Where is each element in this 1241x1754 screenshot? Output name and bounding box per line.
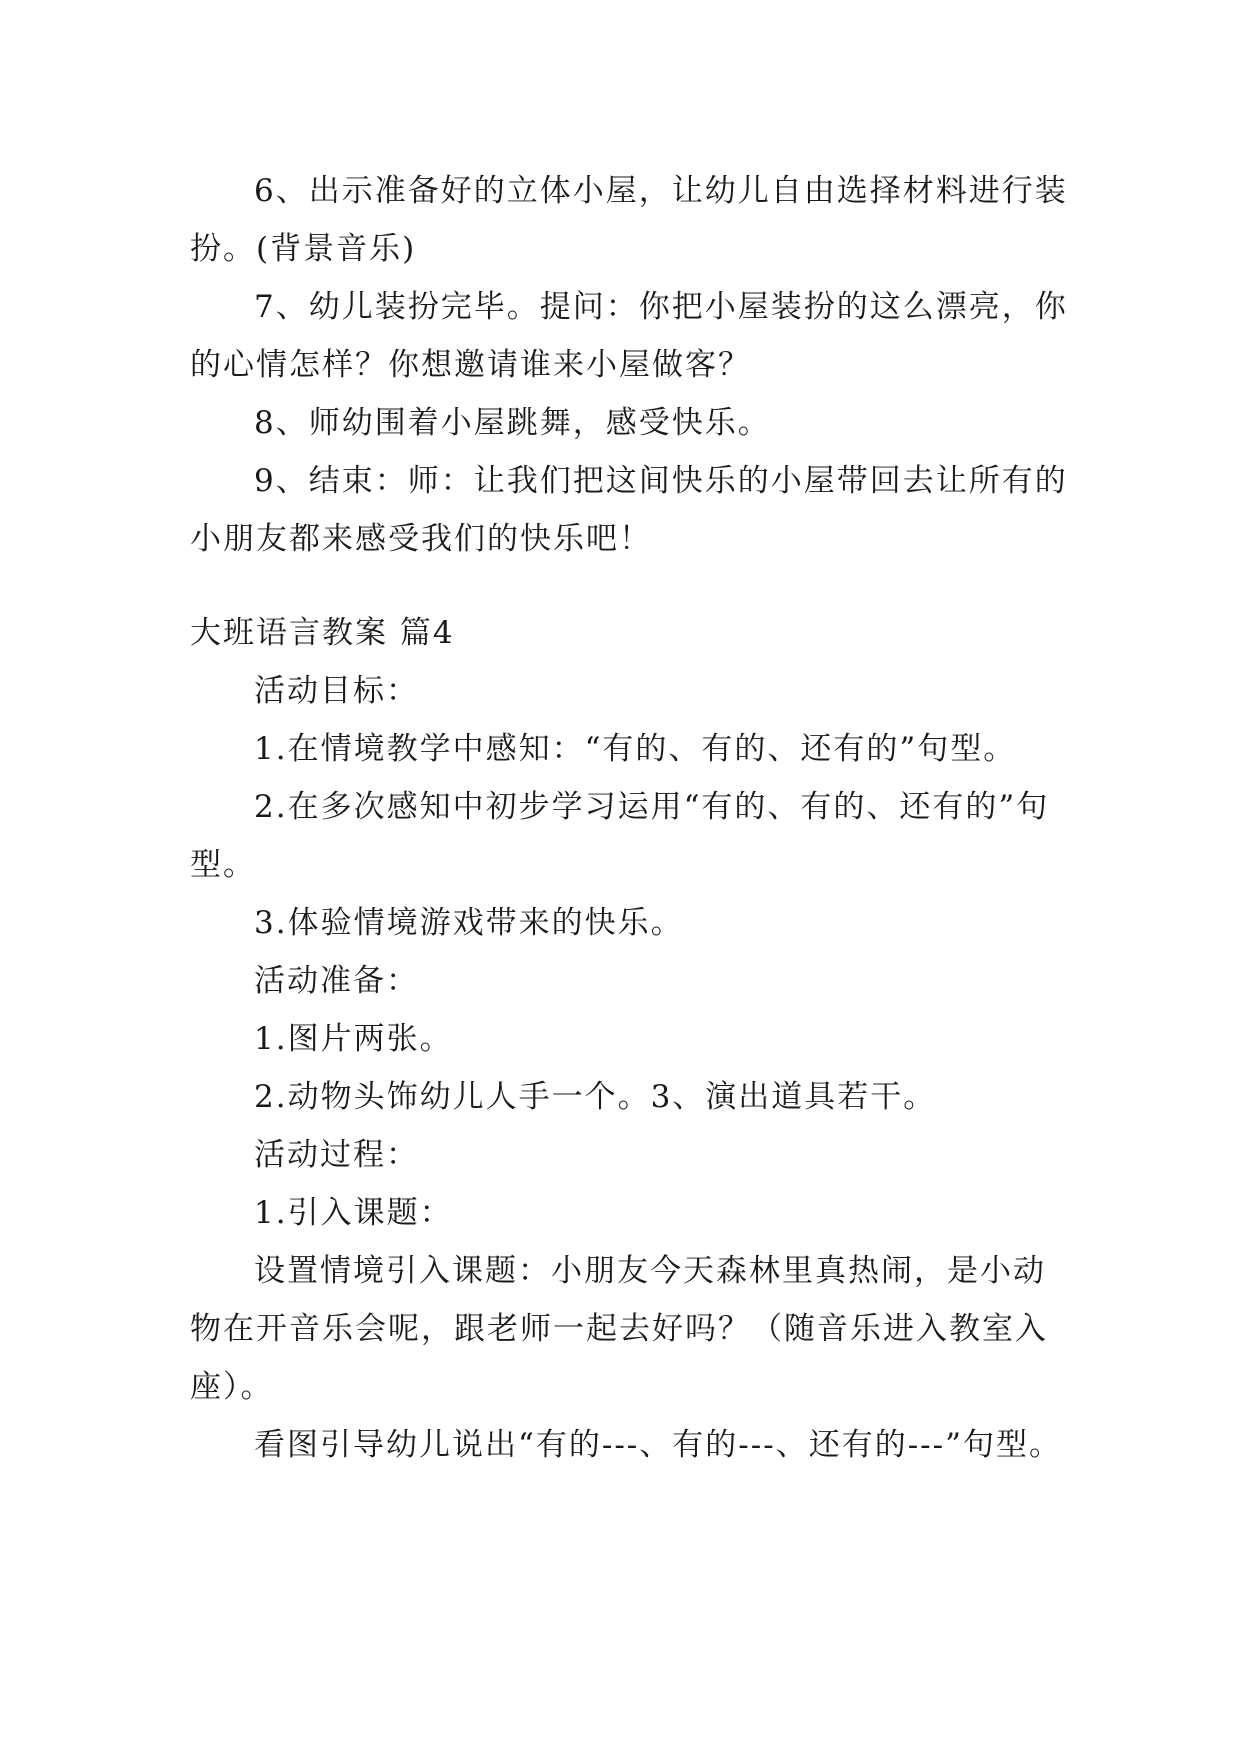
paragraph-step-7: 7、幼儿装扮完毕。提问：你把小屋装扮的这么漂亮，你的心情怎样？你想邀请谁来小屋做客？ bbox=[190, 289, 1068, 383]
paragraph-process-picture: 看图引导幼儿说出“有的---、有的---、还有的---”句型。 bbox=[254, 1427, 1062, 1463]
paragraph-goal-3: 3.体验情境游戏带来的快乐。 bbox=[254, 905, 684, 941]
paragraph-process-1: 1.引入课题： bbox=[254, 1195, 453, 1231]
paragraph-process-intro: 设置情境引入课题：小朋友今天森林里真热闹，是小动物在开音乐会呢，跟老师一起去好吗？（随音乐进入教室入座）。 bbox=[190, 1253, 1048, 1405]
document-body bbox=[190, 162, 1070, 1474]
paragraph-step-8: 8、师幼围着小屋跳舞，感受快乐。 bbox=[254, 405, 771, 441]
paragraph-prep-2: 2.动物头饰幼儿人手一个。3、演出道具若干。 bbox=[254, 1079, 937, 1115]
paragraph-goal-1: 1.在情境教学中感知：“有的、有的、还有的”句型。 bbox=[254, 731, 1017, 767]
section-title: 大班语言教案 篇4 bbox=[190, 615, 455, 651]
paragraph-prep-heading: 活动准备： bbox=[254, 963, 419, 999]
paragraph-process-heading: 活动过程： bbox=[254, 1137, 419, 1173]
paragraph-prep-1: 1.图片两张。 bbox=[254, 1021, 453, 1057]
paragraph-goal-2: 2.在多次感知中初步学习运用“有的、有的、还有的”句型。 bbox=[190, 789, 1050, 883]
paragraph-step-9: 9、结束：师：让我们把这间快乐的小屋带回去让所有的小朋友都来感受我们的快乐吧！ bbox=[190, 463, 1068, 557]
paragraph-goals-heading: 活动目标： bbox=[254, 673, 419, 709]
paragraph-step-6: 6、出示准备好的立体小屋，让幼儿自由选择材料进行装扮。(背景音乐) bbox=[190, 173, 1068, 267]
